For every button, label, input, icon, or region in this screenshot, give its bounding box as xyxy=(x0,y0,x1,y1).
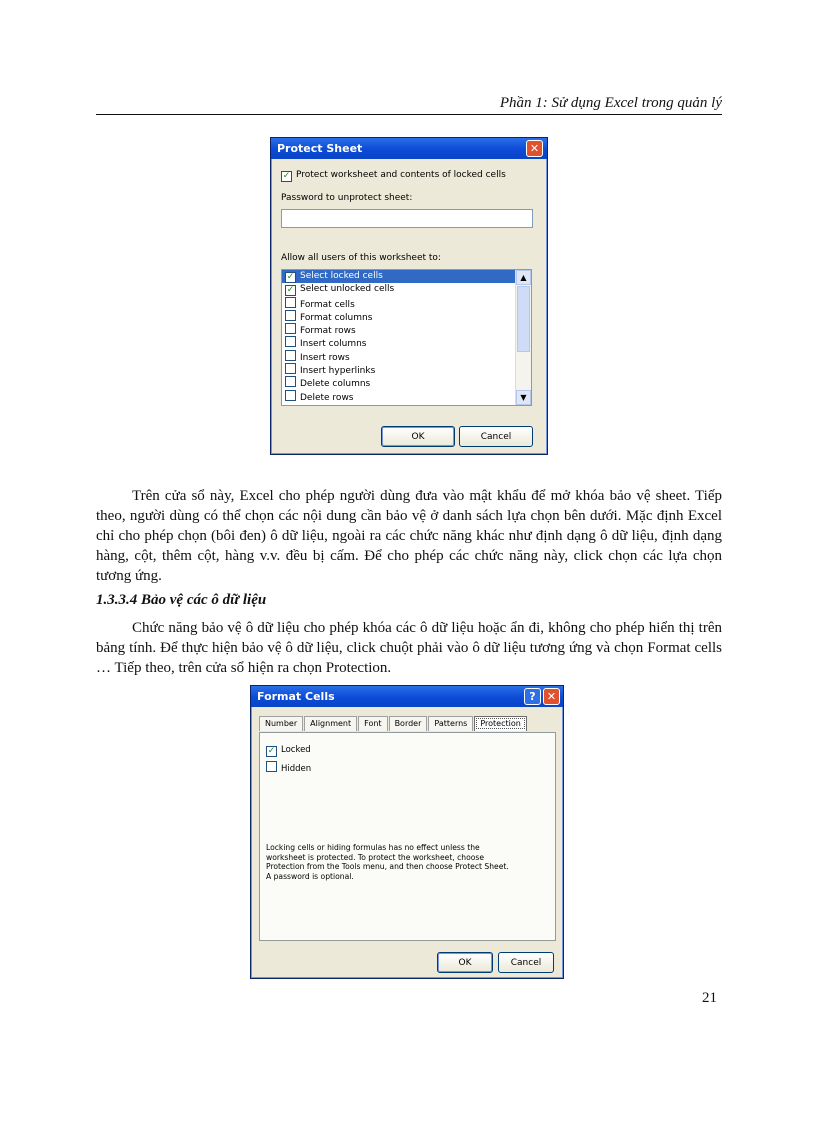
permission-checkbox[interactable] xyxy=(285,336,296,347)
password-label: Password to unprotect sheet: xyxy=(281,193,413,203)
locked-label: Locked xyxy=(281,745,311,755)
list-item[interactable] xyxy=(282,376,531,389)
tab-alignment[interactable]: Alignment xyxy=(304,716,357,731)
permission-checkbox[interactable] xyxy=(285,363,296,374)
list-item[interactable] xyxy=(282,336,531,349)
permissions-items xyxy=(282,270,531,403)
section-heading: 1.3.3.4 Bảo vệ các ô dữ liệu xyxy=(96,592,267,608)
tab-border[interactable]: Border xyxy=(389,716,428,731)
permission-label: Insert columns xyxy=(300,339,367,350)
permission-checkbox[interactable] xyxy=(285,297,296,308)
permission-checkbox[interactable]: ✓ xyxy=(286,272,295,282)
tab-protection[interactable]: Protection xyxy=(474,716,526,731)
password-input[interactable] xyxy=(281,209,533,228)
protect-sheet-titlebar xyxy=(271,138,547,159)
permission-checkbox[interactable] xyxy=(285,390,296,401)
paragraph-protect-sheet: Trên cửa sổ này, Excel cho phép người dùng đưa vào mật khẩu để mở khóa bảo vệ sheet. Tiếp theo, người dùng có thể chọn các nội dung cần bảo vệ ở danh sách lựa chọn bên dưới. Mặc định Excel chỉ cho phép chọn (bôi đen) ô dữ liệu, ngoài ra các chức năng khác như định dạng ô dữ liệu, định dạng hàng, cột, thêm cột, hàng v.v. đều bị cấm. Để cho phép các chức năng này, click chọn các lựa chọn tương ứng. xyxy=(96,488,722,584)
protect-sheet-dialog xyxy=(270,137,548,455)
cancel-button[interactable]: Cancel xyxy=(498,952,554,973)
permission-label: Insert rows xyxy=(300,352,350,363)
permission-label: Select locked cells xyxy=(300,271,383,281)
tab-patterns[interactable]: Patterns xyxy=(428,716,473,731)
tab-strip xyxy=(259,716,528,731)
dialog-title: Protect Sheet xyxy=(277,142,363,155)
dialog-title: Format Cells xyxy=(257,690,335,703)
locked-option[interactable] xyxy=(266,745,311,757)
permission-label: Insert hyperlinks xyxy=(300,366,376,377)
ok-button[interactable]: OK xyxy=(381,426,455,447)
list-scrollbar[interactable] xyxy=(515,270,531,405)
paragraph-protect-cells: Chức năng bảo vệ ô dữ liệu cho phép khóa các ô dữ liệu hoặc ẩn đi, không cho phép hiển thị trên bảng tính. Để thực hiện bảo vệ ô dữ liệu, click chuột phải vào ô dữ liệu tương ứng và chọn Format cells … Tiếp theo, trên cửa sổ hiện ra chọn Protection. xyxy=(96,620,722,676)
hidden-checkbox[interactable] xyxy=(266,761,277,772)
protect-contents-label: Protect worksheet and contents of locked cells xyxy=(296,170,506,180)
list-item[interactable] xyxy=(282,270,531,283)
protection-note: Locking cells or hiding formulas has no effect unless the worksheet is protected. To protect the worksheet, choose Protection from the Tools menu, and then choose Protect Sheet. A password is optional. xyxy=(266,843,509,881)
protect-contents-checkbox[interactable]: ✓ xyxy=(282,171,291,181)
close-icon[interactable]: ✕ xyxy=(526,140,543,157)
scroll-up-icon[interactable]: ▲ xyxy=(516,270,531,285)
list-item[interactable] xyxy=(282,350,531,363)
page-header: Phần 1: Sử dụng Excel trong quản lý xyxy=(96,94,722,115)
hidden-option[interactable] xyxy=(266,761,311,774)
ok-button[interactable]: OK xyxy=(437,952,493,973)
list-item[interactable] xyxy=(282,363,531,376)
permission-checkbox[interactable] xyxy=(285,350,296,361)
permission-label: Format rows xyxy=(300,326,356,337)
list-item[interactable] xyxy=(282,297,531,310)
format-cells-titlebar xyxy=(251,686,563,707)
permission-label: Select unlocked cells xyxy=(300,284,395,295)
scroll-down-icon[interactable]: ▼ xyxy=(516,390,531,405)
list-item[interactable] xyxy=(282,390,531,403)
protection-panel xyxy=(259,732,556,941)
tab-number[interactable]: Number xyxy=(259,716,303,731)
tab-font[interactable]: Font xyxy=(358,716,387,731)
permission-label: Format cells xyxy=(300,299,355,310)
permission-label: Format columns xyxy=(300,312,373,323)
permission-checkbox[interactable]: ✓ xyxy=(286,285,295,296)
permission-checkbox[interactable] xyxy=(285,323,296,334)
scroll-thumb[interactable] xyxy=(517,286,530,352)
cancel-button[interactable]: Cancel xyxy=(459,426,533,447)
help-icon[interactable]: ? xyxy=(524,688,541,705)
format-cells-dialog xyxy=(250,685,564,979)
permission-label: Delete columns xyxy=(300,379,371,390)
permissions-list[interactable] xyxy=(281,269,532,406)
allow-users-label: Allow all users of this worksheet to: xyxy=(281,253,441,263)
list-item[interactable] xyxy=(282,310,531,323)
close-icon[interactable]: ✕ xyxy=(543,688,560,705)
page-number: 21 xyxy=(702,990,717,1006)
permission-label: Delete rows xyxy=(300,392,354,403)
permission-checkbox[interactable] xyxy=(285,310,296,321)
hidden-label: Hidden xyxy=(281,764,312,774)
list-item[interactable] xyxy=(282,283,531,296)
permission-checkbox[interactable] xyxy=(285,376,296,387)
protect-contents-option[interactable] xyxy=(281,170,506,182)
locked-checkbox[interactable]: ✓ xyxy=(267,746,276,756)
list-item[interactable] xyxy=(282,323,531,336)
